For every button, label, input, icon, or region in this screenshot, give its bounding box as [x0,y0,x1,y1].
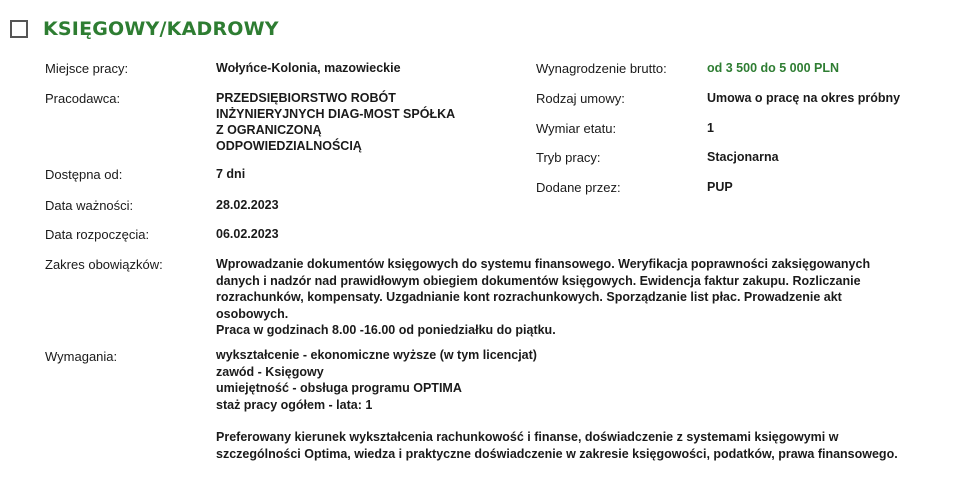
contract-type-label: Rodzaj umowy: [536,91,625,106]
expiry-date-label: Data ważności: [45,198,134,213]
fte-value: 1 [707,121,714,135]
location-value: Wołyńce-Kolonia, mazowieckie [216,61,401,75]
preferred-line: szczególności Optima, wiedza i praktyczne doświadczenie w zakresie księgowości, podatków, prawa finansowego. [216,446,898,461]
added-by-label: Dodane przez: [536,180,621,195]
employer-line: Z OGRANICZONĄ [216,123,322,137]
select-offer-checkbox[interactable] [10,20,28,38]
duties-line: danych i nadzór nad prawidłowym obiegiem dokumentów księgowych. Ewidencja faktur zakupu. Rozliczanie [216,273,861,288]
employer-label: Pracodawca: [45,91,121,106]
requirement-line: zawód - Księgowy [216,364,324,379]
requirements-label: Wymagania: [45,349,118,364]
work-mode-label: Tryb pracy: [536,150,601,165]
duties-line: Praca w godzinach 8.00 -16.00 od poniedziałku do piątku. [216,323,556,337]
contract-type-value: Umowa o pracę na okres próbny [707,91,901,105]
duties-text [216,256,956,339]
employer-line: ODPOWIEDZIALNOŚCIĄ [216,139,362,153]
start-date-label: Data rozpoczęcia: [45,227,150,242]
available-from-label: Dostępna od: [45,167,123,182]
offer-header [10,18,279,40]
salary-label: Wynagrodzenie brutto: [536,61,667,76]
duties-label: Zakres obowiązków: [45,257,163,272]
available-from-value: 7 dni [216,167,246,181]
duties-line: osobowych. [216,306,289,321]
requirement-line: staż pracy ogółem - lata: 1 [216,397,373,412]
preferred-line: Preferowany kierunek wykształcenia rachunkowość i finanse, doświadczenie z systemami księgowymi w [216,430,839,444]
duties-line: Wprowadzanie dokumentów księgowych do systemu finansowego. Weryfikacja poprawności zaksięgowanych [216,257,871,271]
job-title[interactable]: KSIĘGOWY/KADROWY [43,18,279,40]
requirement-line: wykształcenie - ekonomiczne wyższe (w tym licencjat) [216,348,537,362]
expiry-date-value: 28.02.2023 [216,198,279,212]
location-label: Miejsce pracy: [45,61,129,76]
salary-value: od 3 500 do 5 000 PLN [707,61,839,75]
paragraph-spacer [216,413,956,429]
added-by-value: PUP [707,180,733,194]
requirements-text [216,347,956,462]
duties-line: rozrachunków, kompensaty. Uzgadnianie kont rozrachunkowych. Sporządzanie list płac. Prowadzenie akt [216,290,842,304]
requirement-line: umiejętność - obsługa programu OPTIMA [216,381,462,395]
employer-line: INŻYNIERYJNYCH DIAG-MOST SPÓŁKA [216,107,456,121]
fte-label: Wymiar etatu: [536,121,617,136]
start-date-value: 06.02.2023 [216,227,279,241]
employer-value [216,90,455,154]
work-mode-value: Stacjonarna [707,150,779,164]
employer-line: PRZEDSIĘBIORSTWO ROBÓT [216,91,396,105]
